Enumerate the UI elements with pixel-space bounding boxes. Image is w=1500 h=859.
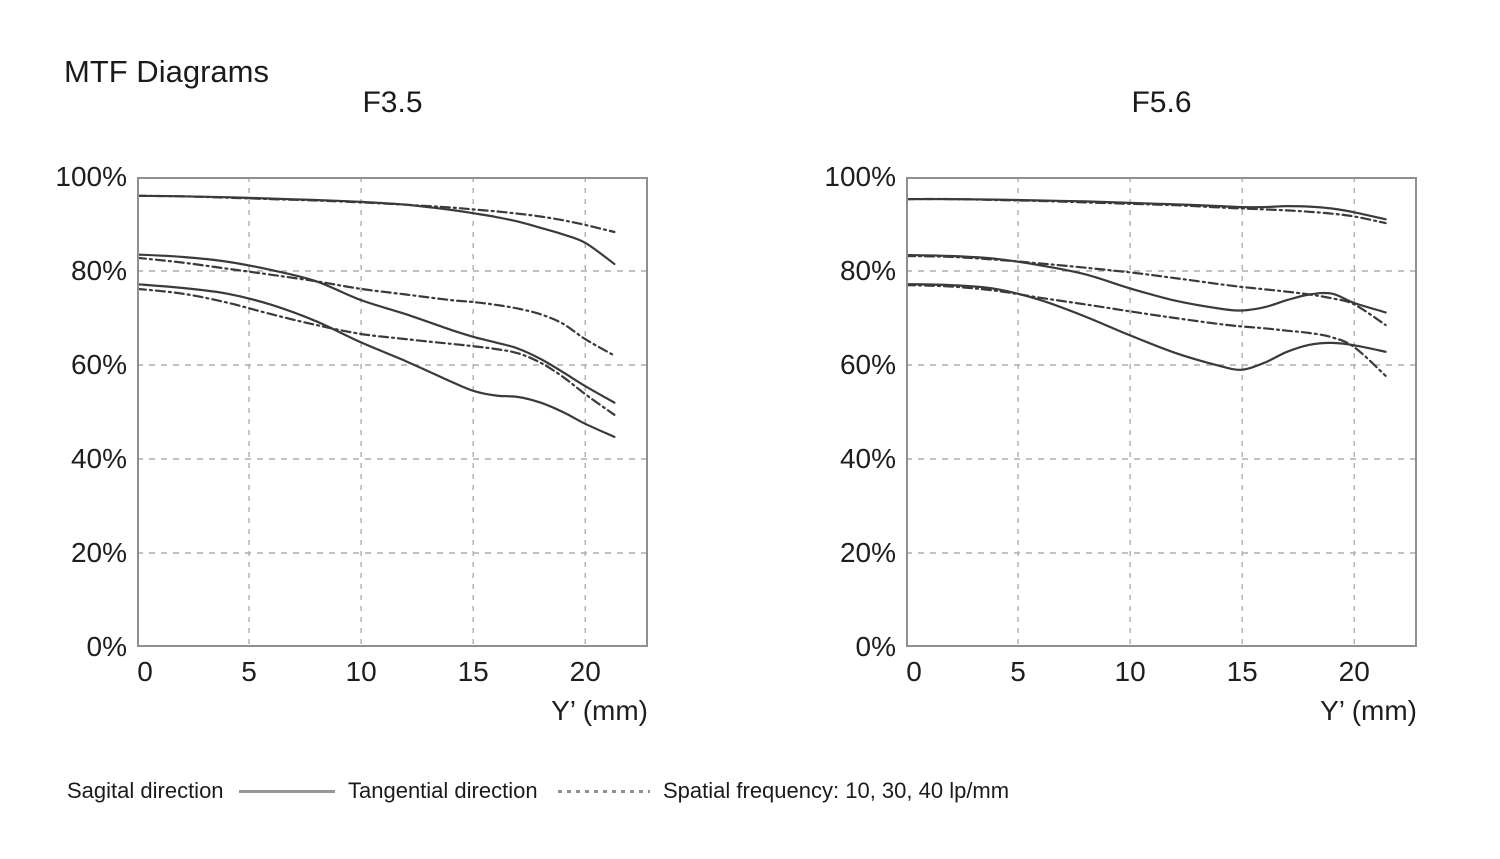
x-tick-label-f56-0: 0: [906, 656, 922, 687]
curve-f35-sagittal-30lpmm: [137, 255, 614, 403]
y-tick-label-f56-0: 0%: [855, 631, 896, 662]
y-tick-label-f35-60: 60%: [70, 349, 127, 380]
y-tick-label-f56-100: 100%: [824, 161, 896, 192]
y-tick-label-f35-100: 100%: [55, 161, 127, 192]
chart-title-f56: F5.6: [1131, 86, 1192, 119]
chart-title-f35: F3.5: [362, 86, 423, 119]
legend-tangential-label: Tangential direction: [348, 778, 538, 803]
y-tick-label-f56-40: 40%: [839, 443, 896, 474]
legend-sagittal-label: Sagital direction: [67, 778, 224, 803]
y-tick-label-f35-80: 80%: [70, 255, 127, 286]
x-tick-label-f56-20: 20: [1338, 656, 1370, 687]
curve-f35-tangential-10lpmm: [137, 196, 614, 232]
x-tick-label-f35-0: 0: [137, 656, 153, 687]
curve-f56-sagittal-40lpmm: [906, 284, 1386, 370]
y-tick-label-f35-0: 0%: [86, 631, 127, 662]
x-tick-label-f35-10: 10: [345, 656, 377, 687]
mtf-plot-f35: [137, 177, 648, 647]
x-tick-label-f56-15: 15: [1226, 656, 1258, 687]
curve-f35-tangential-40lpmm: [137, 289, 614, 415]
curve-f35-tangential-30lpmm: [137, 258, 614, 356]
x-tick-label-f35-20: 20: [569, 656, 601, 687]
legend-frequency-label: Spatial frequency: 10, 30, 40 lp/mm: [663, 778, 1010, 803]
plot-canvas-f35: [137, 177, 648, 647]
curve-f56-sagittal-30lpmm: [906, 255, 1386, 312]
y-tick-label-f35-40: 40%: [70, 443, 127, 474]
curve-f56-sagittal-10lpmm: [906, 199, 1386, 219]
plot-canvas-f56: [906, 177, 1417, 647]
x-axis-caption-f35: Y’ (mm): [551, 695, 648, 726]
x-tick-label-f35-5: 5: [241, 656, 257, 687]
page-title: MTF Diagrams: [64, 54, 269, 89]
y-tick-label-f56-60: 60%: [839, 349, 896, 380]
plot-border-f56: [907, 178, 1416, 646]
mtf-plot-f56: [906, 177, 1417, 647]
curve-f56-tangential-40lpmm: [906, 285, 1386, 376]
x-tick-label-f56-10: 10: [1114, 656, 1146, 687]
y-tick-label-f56-20: 20%: [839, 537, 896, 568]
x-tick-label-f35-15: 15: [457, 656, 489, 687]
legend-sagittal-line-swatch: [239, 790, 335, 793]
y-tick-label-f56-80: 80%: [839, 255, 896, 286]
curve-f35-sagittal-10lpmm: [137, 196, 614, 264]
y-tick-label-f35-20: 20%: [70, 537, 127, 568]
legend: [0, 774, 1500, 814]
legend-tangential-line-swatch: [558, 790, 650, 793]
x-tick-label-f56-5: 5: [1010, 656, 1026, 687]
x-axis-caption-f56: Y’ (mm): [1320, 695, 1417, 726]
plot-border-f35: [138, 178, 647, 646]
